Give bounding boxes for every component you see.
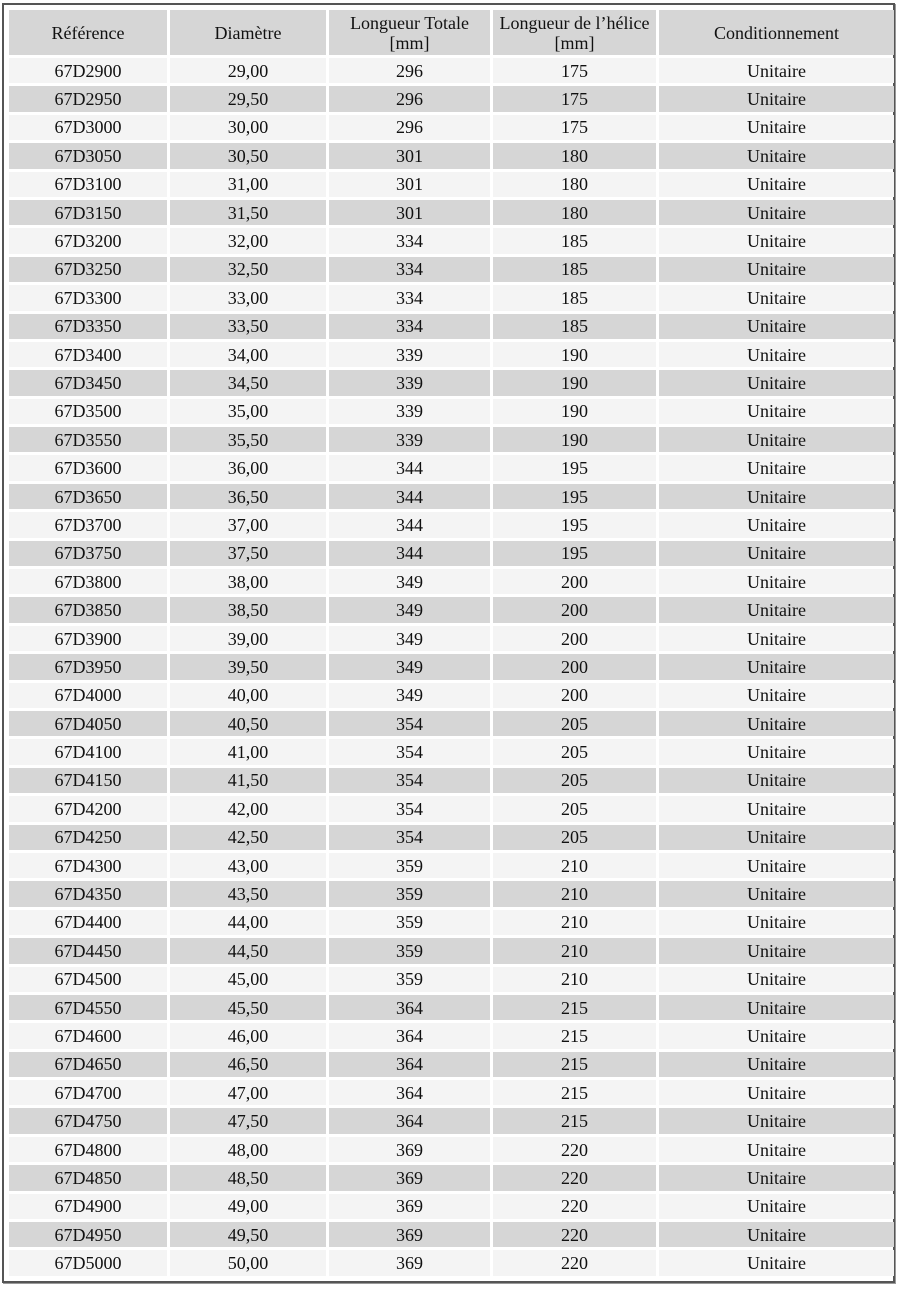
cell-packaging: Unitaire xyxy=(659,825,894,850)
cell-diameter: 45,50 xyxy=(170,995,326,1020)
cell-reference: 67D4550 xyxy=(9,995,167,1020)
cell-packaging: Unitaire xyxy=(659,768,894,793)
cell-packaging: Unitaire xyxy=(659,228,894,253)
cell-total-length: 344 xyxy=(329,455,490,480)
cell-diameter: 38,50 xyxy=(170,597,326,622)
cell-packaging: Unitaire xyxy=(659,484,894,509)
cell-packaging: Unitaire xyxy=(659,1250,894,1275)
cell-helix-length: 195 xyxy=(493,512,656,537)
cell-packaging: Unitaire xyxy=(659,399,894,424)
cell-helix-length: 195 xyxy=(493,541,656,566)
cell-reference: 67D4000 xyxy=(9,683,167,708)
cell-total-length: 339 xyxy=(329,399,490,424)
cell-reference: 67D3600 xyxy=(9,455,167,480)
cell-helix-length: 190 xyxy=(493,370,656,395)
cell-diameter: 42,50 xyxy=(170,825,326,850)
cell-packaging: Unitaire xyxy=(659,370,894,395)
table-row xyxy=(9,1194,894,1219)
table-row xyxy=(9,484,894,509)
cell-reference: 67D4500 xyxy=(9,967,167,992)
table-row xyxy=(9,1108,894,1133)
cell-helix-length: 210 xyxy=(493,967,656,992)
table-row xyxy=(9,1052,894,1077)
cell-diameter: 38,00 xyxy=(170,569,326,594)
cell-packaging: Unitaire xyxy=(659,597,894,622)
cell-total-length: 296 xyxy=(329,58,490,83)
table-row xyxy=(9,967,894,992)
cell-total-length: 344 xyxy=(329,484,490,509)
table-row xyxy=(9,881,894,906)
cell-packaging: Unitaire xyxy=(659,1222,894,1247)
header-total-length: Longueur Totale [mm] xyxy=(329,10,490,55)
cell-total-length: 359 xyxy=(329,938,490,963)
product-spec-table xyxy=(6,7,897,1279)
cell-diameter: 41,50 xyxy=(170,768,326,793)
cell-diameter: 44,00 xyxy=(170,910,326,935)
table-row xyxy=(9,427,894,452)
cell-total-length: 369 xyxy=(329,1137,490,1162)
cell-diameter: 33,00 xyxy=(170,285,326,310)
table-row xyxy=(9,711,894,736)
cell-packaging: Unitaire xyxy=(659,881,894,906)
cell-packaging: Unitaire xyxy=(659,739,894,764)
cell-helix-length: 205 xyxy=(493,796,656,821)
cell-helix-length: 175 xyxy=(493,115,656,140)
cell-reference: 67D3650 xyxy=(9,484,167,509)
cell-reference: 67D3550 xyxy=(9,427,167,452)
cell-reference: 67D5000 xyxy=(9,1250,167,1275)
cell-packaging: Unitaire xyxy=(659,58,894,83)
cell-total-length: 334 xyxy=(329,257,490,282)
table-body xyxy=(9,58,894,1276)
cell-reference: 67D4400 xyxy=(9,910,167,935)
cell-reference: 67D4800 xyxy=(9,1137,167,1162)
table-row xyxy=(9,342,894,367)
cell-helix-length: 205 xyxy=(493,768,656,793)
cell-reference: 67D4100 xyxy=(9,739,167,764)
cell-reference: 67D3500 xyxy=(9,399,167,424)
cell-packaging: Unitaire xyxy=(659,796,894,821)
cell-helix-length: 175 xyxy=(493,86,656,111)
cell-reference: 67D4900 xyxy=(9,1194,167,1219)
cell-reference: 67D4850 xyxy=(9,1165,167,1190)
cell-helix-length: 210 xyxy=(493,910,656,935)
table-row xyxy=(9,257,894,282)
cell-reference: 67D4350 xyxy=(9,881,167,906)
table-row xyxy=(9,938,894,963)
cell-helix-length: 215 xyxy=(493,995,656,1020)
cell-packaging: Unitaire xyxy=(659,257,894,282)
cell-total-length: 334 xyxy=(329,285,490,310)
cell-helix-length: 220 xyxy=(493,1194,656,1219)
cell-diameter: 49,00 xyxy=(170,1194,326,1219)
cell-total-length: 369 xyxy=(329,1250,490,1275)
cell-total-length: 339 xyxy=(329,342,490,367)
cell-total-length: 359 xyxy=(329,853,490,878)
cell-reference: 67D4700 xyxy=(9,1080,167,1105)
cell-total-length: 349 xyxy=(329,683,490,708)
header-row xyxy=(9,10,894,55)
cell-diameter: 37,50 xyxy=(170,541,326,566)
cell-helix-length: 195 xyxy=(493,455,656,480)
cell-reference: 67D3950 xyxy=(9,654,167,679)
header-reference: Référence xyxy=(9,10,167,55)
cell-diameter: 33,50 xyxy=(170,314,326,339)
cell-total-length: 364 xyxy=(329,1080,490,1105)
cell-total-length: 364 xyxy=(329,995,490,1020)
cell-total-length: 354 xyxy=(329,739,490,764)
cell-total-length: 349 xyxy=(329,626,490,651)
cell-diameter: 37,00 xyxy=(170,512,326,537)
cell-diameter: 47,50 xyxy=(170,1108,326,1133)
cell-reference: 67D3150 xyxy=(9,200,167,225)
cell-reference: 67D3350 xyxy=(9,314,167,339)
cell-diameter: 29,00 xyxy=(170,58,326,83)
cell-total-length: 296 xyxy=(329,86,490,111)
cell-helix-length: 200 xyxy=(493,597,656,622)
table-row xyxy=(9,597,894,622)
cell-helix-length: 200 xyxy=(493,569,656,594)
cell-helix-length: 220 xyxy=(493,1165,656,1190)
table-row xyxy=(9,910,894,935)
cell-diameter: 41,00 xyxy=(170,739,326,764)
table-row xyxy=(9,796,894,821)
cell-reference: 67D4450 xyxy=(9,938,167,963)
cell-diameter: 50,00 xyxy=(170,1250,326,1275)
cell-reference: 67D3800 xyxy=(9,569,167,594)
cell-total-length: 344 xyxy=(329,512,490,537)
cell-reference: 67D3250 xyxy=(9,257,167,282)
cell-helix-length: 215 xyxy=(493,1052,656,1077)
cell-helix-length: 220 xyxy=(493,1137,656,1162)
cell-reference: 67D3750 xyxy=(9,541,167,566)
cell-total-length: 349 xyxy=(329,597,490,622)
cell-helix-length: 185 xyxy=(493,228,656,253)
cell-diameter: 46,50 xyxy=(170,1052,326,1077)
cell-helix-length: 180 xyxy=(493,143,656,168)
cell-helix-length: 215 xyxy=(493,1023,656,1048)
cell-diameter: 31,50 xyxy=(170,200,326,225)
table-header xyxy=(9,10,894,55)
cell-helix-length: 220 xyxy=(493,1250,656,1275)
cell-helix-length: 190 xyxy=(493,342,656,367)
table-row xyxy=(9,739,894,764)
cell-helix-length: 190 xyxy=(493,399,656,424)
table-row xyxy=(9,200,894,225)
table-row xyxy=(9,569,894,594)
cell-helix-length: 220 xyxy=(493,1222,656,1247)
header-diameter: Diamètre xyxy=(170,10,326,55)
cell-diameter: 34,50 xyxy=(170,370,326,395)
cell-total-length: 364 xyxy=(329,1023,490,1048)
cell-helix-length: 185 xyxy=(493,257,656,282)
table-row xyxy=(9,1250,894,1275)
cell-reference: 67D4150 xyxy=(9,768,167,793)
cell-helix-length: 210 xyxy=(493,938,656,963)
table-row xyxy=(9,1165,894,1190)
table-row xyxy=(9,228,894,253)
cell-packaging: Unitaire xyxy=(659,200,894,225)
cell-helix-length: 180 xyxy=(493,200,656,225)
cell-reference: 67D3200 xyxy=(9,228,167,253)
cell-packaging: Unitaire xyxy=(659,1080,894,1105)
table-row xyxy=(9,995,894,1020)
cell-packaging: Unitaire xyxy=(659,1137,894,1162)
cell-total-length: 301 xyxy=(329,143,490,168)
cell-packaging: Unitaire xyxy=(659,1108,894,1133)
cell-reference: 67D3400 xyxy=(9,342,167,367)
cell-reference: 67D2900 xyxy=(9,58,167,83)
cell-helix-length: 200 xyxy=(493,654,656,679)
cell-diameter: 47,00 xyxy=(170,1080,326,1105)
table-row xyxy=(9,853,894,878)
table-row xyxy=(9,370,894,395)
table-row xyxy=(9,314,894,339)
table-row xyxy=(9,115,894,140)
table-row xyxy=(9,1023,894,1048)
cell-helix-length: 185 xyxy=(493,314,656,339)
cell-reference: 67D3300 xyxy=(9,285,167,310)
cell-total-length: 369 xyxy=(329,1222,490,1247)
table-row xyxy=(9,1080,894,1105)
cell-total-length: 349 xyxy=(329,569,490,594)
cell-reference: 67D3450 xyxy=(9,370,167,395)
table-row xyxy=(9,541,894,566)
cell-diameter: 32,50 xyxy=(170,257,326,282)
cell-packaging: Unitaire xyxy=(659,172,894,197)
table-row xyxy=(9,1137,894,1162)
cell-diameter: 29,50 xyxy=(170,86,326,111)
table-row xyxy=(9,825,894,850)
cell-packaging: Unitaire xyxy=(659,654,894,679)
cell-helix-length: 210 xyxy=(493,853,656,878)
cell-reference: 67D3700 xyxy=(9,512,167,537)
cell-packaging: Unitaire xyxy=(659,512,894,537)
cell-packaging: Unitaire xyxy=(659,853,894,878)
cell-helix-length: 175 xyxy=(493,58,656,83)
cell-diameter: 40,00 xyxy=(170,683,326,708)
cell-reference: 67D4950 xyxy=(9,1222,167,1247)
cell-helix-length: 190 xyxy=(493,427,656,452)
cell-total-length: 364 xyxy=(329,1108,490,1133)
cell-helix-length: 195 xyxy=(493,484,656,509)
cell-total-length: 344 xyxy=(329,541,490,566)
table-row xyxy=(9,768,894,793)
cell-total-length: 354 xyxy=(329,825,490,850)
cell-packaging: Unitaire xyxy=(659,342,894,367)
cell-packaging: Unitaire xyxy=(659,541,894,566)
cell-total-length: 354 xyxy=(329,711,490,736)
cell-reference: 67D4250 xyxy=(9,825,167,850)
cell-total-length: 339 xyxy=(329,370,490,395)
cell-total-length: 301 xyxy=(329,200,490,225)
cell-packaging: Unitaire xyxy=(659,626,894,651)
cell-reference: 67D3850 xyxy=(9,597,167,622)
cell-packaging: Unitaire xyxy=(659,1023,894,1048)
cell-helix-length: 200 xyxy=(493,683,656,708)
cell-total-length: 334 xyxy=(329,314,490,339)
header-helix-length: Longueur de l’hélice [mm] xyxy=(493,10,656,55)
cell-diameter: 43,50 xyxy=(170,881,326,906)
cell-helix-length: 215 xyxy=(493,1108,656,1133)
cell-reference: 67D2950 xyxy=(9,86,167,111)
table-frame xyxy=(2,3,895,1283)
table-row xyxy=(9,399,894,424)
table-row xyxy=(9,1222,894,1247)
cell-helix-length: 200 xyxy=(493,626,656,651)
cell-helix-length: 205 xyxy=(493,739,656,764)
cell-packaging: Unitaire xyxy=(659,86,894,111)
table-row xyxy=(9,58,894,83)
table-row xyxy=(9,172,894,197)
cell-diameter: 48,50 xyxy=(170,1165,326,1190)
cell-reference: 67D3000 xyxy=(9,115,167,140)
cell-total-length: 369 xyxy=(329,1165,490,1190)
cell-total-length: 359 xyxy=(329,881,490,906)
cell-reference: 67D3100 xyxy=(9,172,167,197)
cell-packaging: Unitaire xyxy=(659,711,894,736)
cell-reference: 67D4750 xyxy=(9,1108,167,1133)
cell-total-length: 339 xyxy=(329,427,490,452)
cell-helix-length: 205 xyxy=(493,711,656,736)
cell-diameter: 46,00 xyxy=(170,1023,326,1048)
cell-diameter: 49,50 xyxy=(170,1222,326,1247)
cell-packaging: Unitaire xyxy=(659,683,894,708)
cell-diameter: 39,00 xyxy=(170,626,326,651)
header-packaging: Conditionnement xyxy=(659,10,894,55)
table-row xyxy=(9,512,894,537)
cell-diameter: 48,00 xyxy=(170,1137,326,1162)
cell-diameter: 36,00 xyxy=(170,455,326,480)
cell-packaging: Unitaire xyxy=(659,967,894,992)
cell-packaging: Unitaire xyxy=(659,938,894,963)
cell-total-length: 354 xyxy=(329,796,490,821)
cell-packaging: Unitaire xyxy=(659,1194,894,1219)
table-row xyxy=(9,626,894,651)
cell-reference: 67D4200 xyxy=(9,796,167,821)
cell-helix-length: 180 xyxy=(493,172,656,197)
cell-packaging: Unitaire xyxy=(659,115,894,140)
cell-helix-length: 185 xyxy=(493,285,656,310)
cell-diameter: 45,00 xyxy=(170,967,326,992)
cell-diameter: 35,50 xyxy=(170,427,326,452)
table-row xyxy=(9,455,894,480)
cell-reference: 67D4050 xyxy=(9,711,167,736)
cell-diameter: 34,00 xyxy=(170,342,326,367)
cell-diameter: 42,00 xyxy=(170,796,326,821)
cell-packaging: Unitaire xyxy=(659,1052,894,1077)
cell-packaging: Unitaire xyxy=(659,427,894,452)
cell-diameter: 31,00 xyxy=(170,172,326,197)
cell-diameter: 44,50 xyxy=(170,938,326,963)
cell-total-length: 359 xyxy=(329,967,490,992)
cell-total-length: 369 xyxy=(329,1194,490,1219)
cell-diameter: 36,50 xyxy=(170,484,326,509)
cell-packaging: Unitaire xyxy=(659,995,894,1020)
cell-packaging: Unitaire xyxy=(659,1165,894,1190)
cell-reference: 67D3900 xyxy=(9,626,167,651)
cell-total-length: 359 xyxy=(329,910,490,935)
cell-diameter: 30,00 xyxy=(170,115,326,140)
cell-packaging: Unitaire xyxy=(659,569,894,594)
cell-total-length: 354 xyxy=(329,768,490,793)
cell-helix-length: 215 xyxy=(493,1080,656,1105)
table-row xyxy=(9,683,894,708)
cell-helix-length: 210 xyxy=(493,881,656,906)
cell-reference: 67D4600 xyxy=(9,1023,167,1048)
table-row xyxy=(9,143,894,168)
cell-packaging: Unitaire xyxy=(659,910,894,935)
cell-total-length: 296 xyxy=(329,115,490,140)
cell-diameter: 39,50 xyxy=(170,654,326,679)
cell-diameter: 43,00 xyxy=(170,853,326,878)
cell-diameter: 35,00 xyxy=(170,399,326,424)
cell-diameter: 32,00 xyxy=(170,228,326,253)
cell-diameter: 30,50 xyxy=(170,143,326,168)
cell-reference: 67D4650 xyxy=(9,1052,167,1077)
cell-diameter: 40,50 xyxy=(170,711,326,736)
cell-reference: 67D4300 xyxy=(9,853,167,878)
cell-packaging: Unitaire xyxy=(659,314,894,339)
table-row xyxy=(9,86,894,111)
table-row xyxy=(9,285,894,310)
cell-packaging: Unitaire xyxy=(659,455,894,480)
table-row xyxy=(9,654,894,679)
cell-total-length: 349 xyxy=(329,654,490,679)
cell-total-length: 364 xyxy=(329,1052,490,1077)
cell-reference: 67D3050 xyxy=(9,143,167,168)
cell-total-length: 334 xyxy=(329,228,490,253)
cell-helix-length: 205 xyxy=(493,825,656,850)
cell-packaging: Unitaire xyxy=(659,285,894,310)
cell-packaging: Unitaire xyxy=(659,143,894,168)
cell-total-length: 301 xyxy=(329,172,490,197)
